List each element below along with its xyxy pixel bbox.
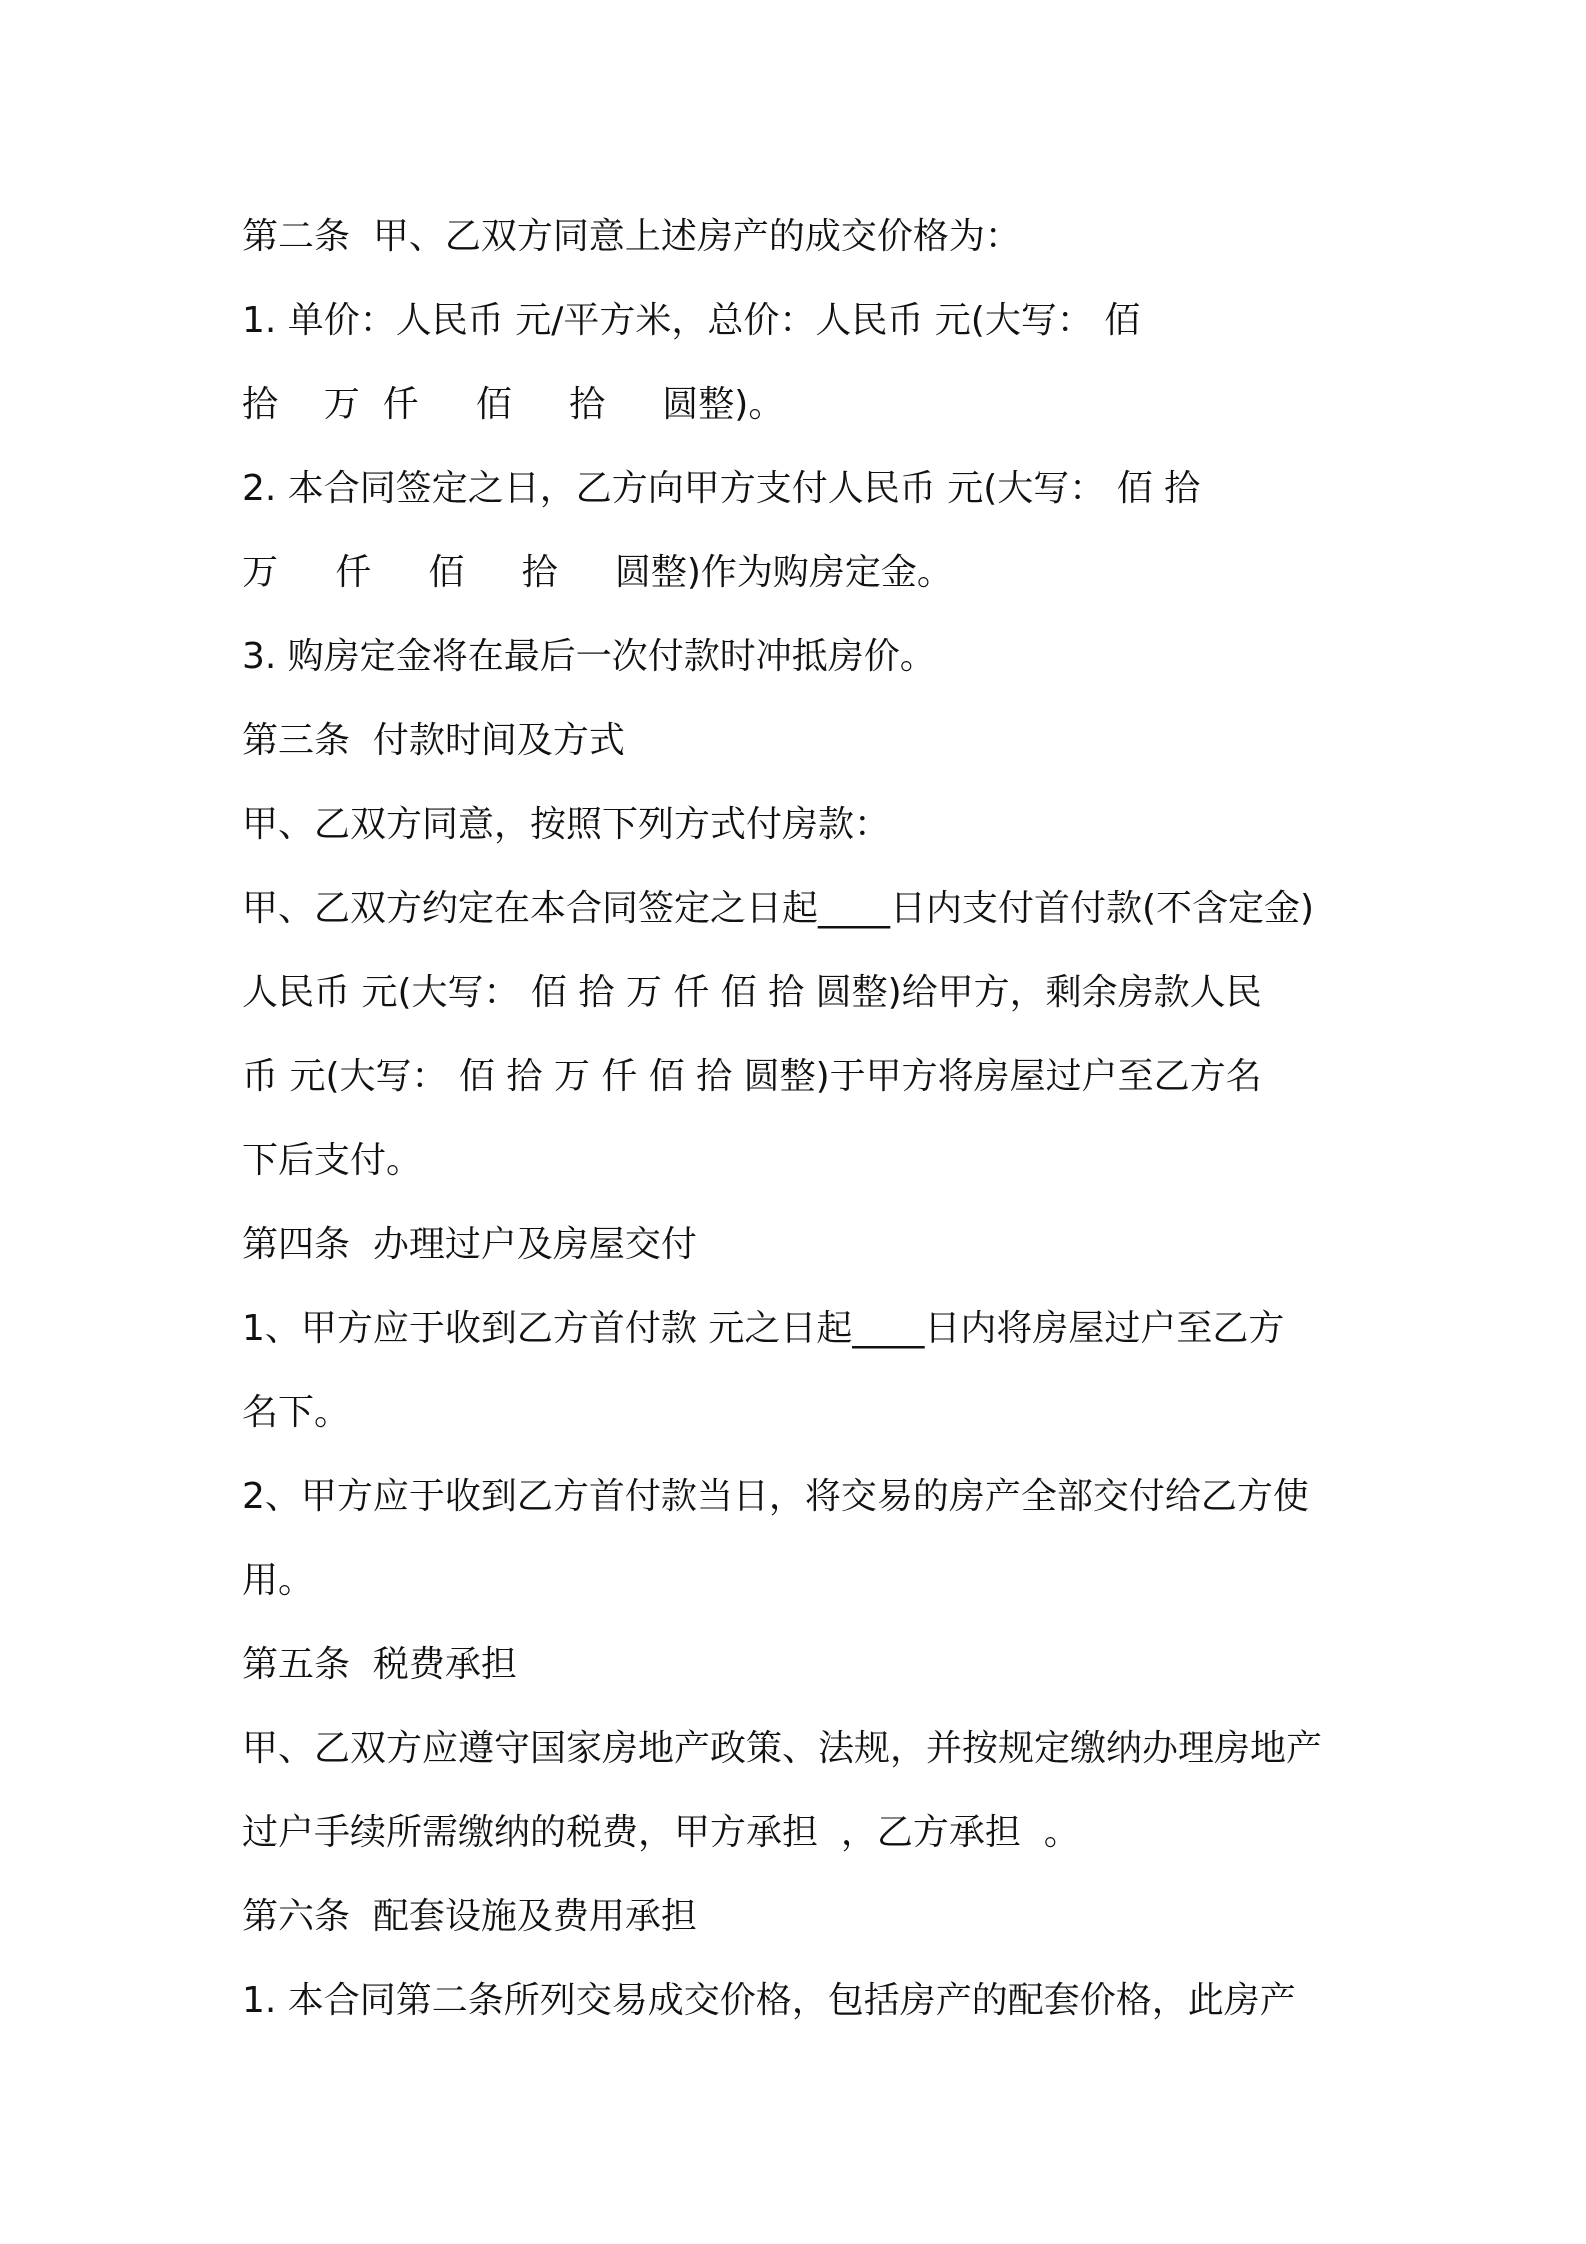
article-3-paragraph-line-3: 币 元(大写： 佰 拾 万 仟 佰 拾 圆整)于甲方将房屋过户至乙方名 (242, 1056, 1262, 1097)
article-4-item-2-continued: 用。 (242, 1560, 315, 1601)
article-4-item-1-continued: 名下。 (242, 1392, 351, 1433)
article-2-item-3: 3. 购房定金将在最后一次付款时冲抵房价。 (242, 636, 936, 677)
article-5-paragraph-line-2: 过户手续所需缴纳的税费，甲方承担 ，乙方承担 。 (242, 1812, 1080, 1853)
article-3-paragraph-line-2: 人民币 元(大写： 佰 拾 万 仟 佰 拾 圆整)给甲方，剩余房款人民 (242, 972, 1262, 1013)
article-2-heading: 第二条 甲、乙双方同意上述房产的成交价格为： (242, 216, 1021, 257)
article-4-heading: 第四条 办理过户及房屋交付 (242, 1224, 697, 1265)
article-6-item-1: 1. 本合同第二条所列交易成交价格，包括房产的配套价格，此房产 (242, 1980, 1296, 2021)
article-2-item-2-continued: 万 仟 佰 拾 圆整)作为购房定金。 (242, 552, 953, 593)
article-3-intro: 甲、乙双方同意，按照下列方式付房款： (242, 804, 891, 845)
article-3-paragraph-line-4: 下后支付。 (242, 1140, 423, 1181)
article-5-heading: 第五条 税费承担 (242, 1644, 517, 1685)
article-3-paragraph-line-1: 甲、乙双方约定在本合同签定之日起____日内支付首付款(不含定金) (242, 888, 1315, 929)
article-2-item-2: 2. 本合同签定之日，乙方向甲方支付人民币 元(大写： 佰 拾 (242, 468, 1201, 509)
article-6-heading: 第六条 配套设施及费用承担 (242, 1896, 697, 1937)
article-2-item-1-continued: 拾 万 仟 佰 拾 圆整)。 (242, 384, 785, 425)
article-4-item-1: 1、甲方应于收到乙方首付款 元之日起____日内将房屋过户至乙方 (242, 1308, 1285, 1349)
article-2-item-1: 1. 单价：人民币 元/平方米，总价：人民币 元(大写： 佰 (242, 300, 1141, 341)
article-3-heading: 第三条 付款时间及方式 (242, 720, 625, 761)
document-body (242, 195, 1354, 2043)
article-4-item-2: 2、甲方应于收到乙方首付款当日，将交易的房产全部交付给乙方使 (242, 1476, 1309, 1517)
article-5-paragraph-line-1: 甲、乙双方应遵守国家房地产政策、法规，并按规定缴纳办理房地产 (242, 1728, 1323, 1769)
